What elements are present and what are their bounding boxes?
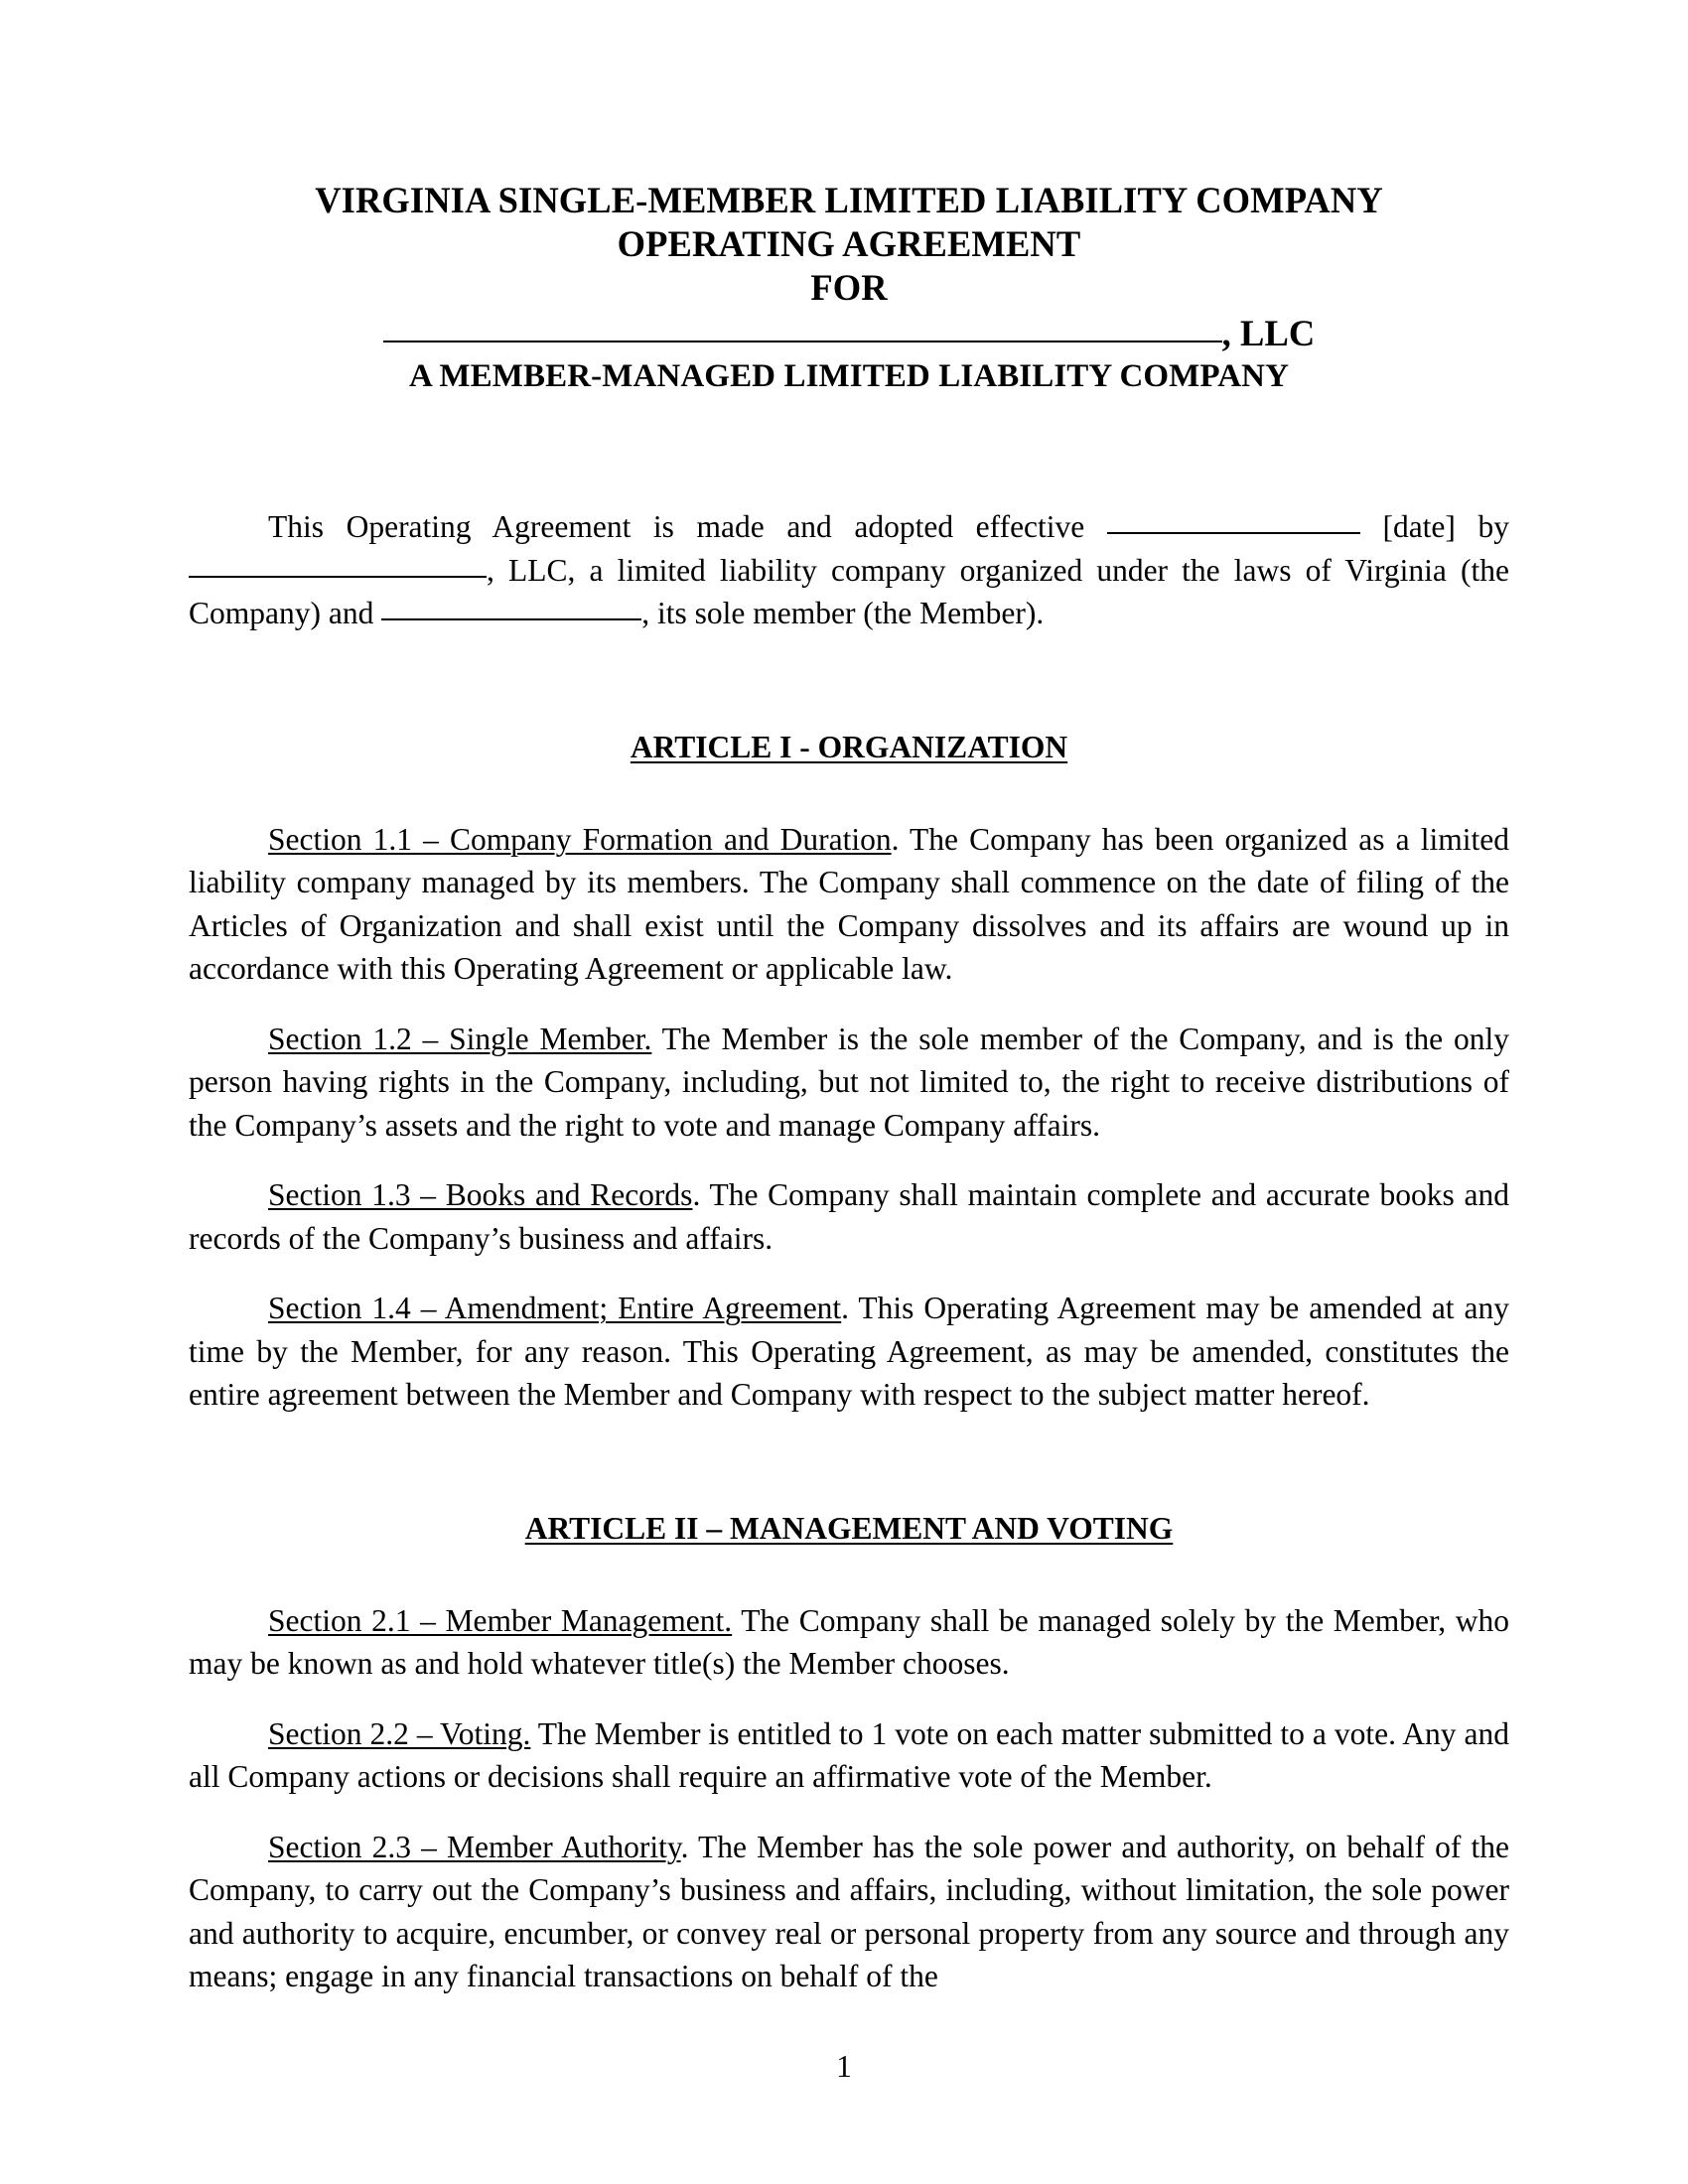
page-number: 1 <box>836 2049 852 2084</box>
article-heading-1 <box>189 727 1509 768</box>
section-2-3-head: Section 2.3 – Member Authority <box>268 1829 681 1864</box>
intro-text-3: , LLC, a limited liability company organized under the laws of Virginia (the Company) and <box>189 552 1509 630</box>
section-1-1-body: . The Company has been organized as a limited liability company managed by its members. The Company shall commence on the date of filing of the Articles of Organization and shall exist until the Company dissolves and its affairs are wound up in accordance with this Operating Agreement or applicable law. <box>189 821 1509 986</box>
section-1-3-head: Section 1.3 – Books and Records <box>268 1177 693 1212</box>
section-1-4 <box>189 1287 1509 1417</box>
section-1-4-body: . This Operating Agreement may be amended at any time by the Member, for any reason. This Operating Agreement, as may be amended, constitutes the entire agreement between the Member and Company with respect to the subject matter hereof. <box>189 1291 1509 1412</box>
document-subtitle: A MEMBER-MANAGED LIMITED LIABILITY COMPANY <box>408 358 1290 394</box>
section-2-1 <box>189 1599 1509 1686</box>
section-1-1 <box>189 818 1509 991</box>
company-name-line <box>189 312 1509 355</box>
section-1-1-head: Section 1.1 – Company Formation and Duration <box>268 821 892 857</box>
company-name-blank-2 <box>189 550 487 578</box>
section-2-1-head: Section 2.1 – Member Management. <box>268 1602 733 1638</box>
article-heading-1-text: ARTICLE I - ORGANIZATION <box>630 729 1068 764</box>
section-2-2-body: The Member is entitled to 1 vote on each matter submitted to a vote. Any and all Company actions or decisions shall require an affirmative vote of the Member. <box>189 1715 1510 1794</box>
section-2-3 <box>189 1826 1509 1998</box>
article-heading-2 <box>189 1508 1509 1550</box>
title-line-2: OPERATING AGREEMENT <box>617 223 1081 264</box>
section-1-3-body: . The Company shall maintain complete and accurate books and records of the Company’s business and affairs. <box>189 1177 1509 1256</box>
section-2-3-body: . The Member has the sole power and authority, on behalf of the Company, to carry out the Company’s business and affairs, including, without limitation, the sole power and authority to acquire, encumber, or convey real or personal property from any source and through any means; engage in any financial transactions on behalf of the <box>189 1829 1509 1993</box>
document-title-block <box>189 179 1509 396</box>
intro-text-1: This Operating Agreement is made and adopted effective <box>268 509 1107 544</box>
section-1-2 <box>189 1018 1509 1148</box>
section-2-2 <box>189 1712 1509 1799</box>
llc-suffix: , LLC <box>1221 313 1316 353</box>
document-body <box>189 179 1509 1998</box>
member-name-blank <box>381 593 641 620</box>
title-line-3: FOR <box>810 267 888 308</box>
section-2-1-body: The Company shall be managed solely by the Member, who may be known as and hold whatever title(s) the Member chooses. <box>189 1602 1509 1681</box>
title-line-1: VIRGINIA SINGLE-MEMBER LIMITED LIABILITY COMPANY <box>315 180 1383 220</box>
intro-paragraph <box>189 505 1509 635</box>
company-name-blank <box>383 313 1222 342</box>
section-1-2-head: Section 1.2 – Single Member. <box>268 1021 652 1056</box>
intro-text-2: [date] by <box>1359 509 1509 544</box>
article-heading-2-text: ARTICLE II – MANAGEMENT AND VOTING <box>524 1510 1174 1546</box>
section-1-3 <box>189 1173 1509 1260</box>
section-1-4-head: Section 1.4 – Amendment; Entire Agreement <box>268 1291 842 1325</box>
effective-date-blank <box>1107 506 1360 534</box>
intro-text-4: , its sole member (the Member). <box>641 596 1045 630</box>
section-2-2-head: Section 2.2 – Voting. <box>268 1715 531 1751</box>
section-1-2-body: The Member is the sole member of the Company, and is the only person having rights in the Company, including, but not limited to, the right to receive distributions of the Company’s assets and the right to vote and manage Company affairs. <box>189 1021 1510 1143</box>
